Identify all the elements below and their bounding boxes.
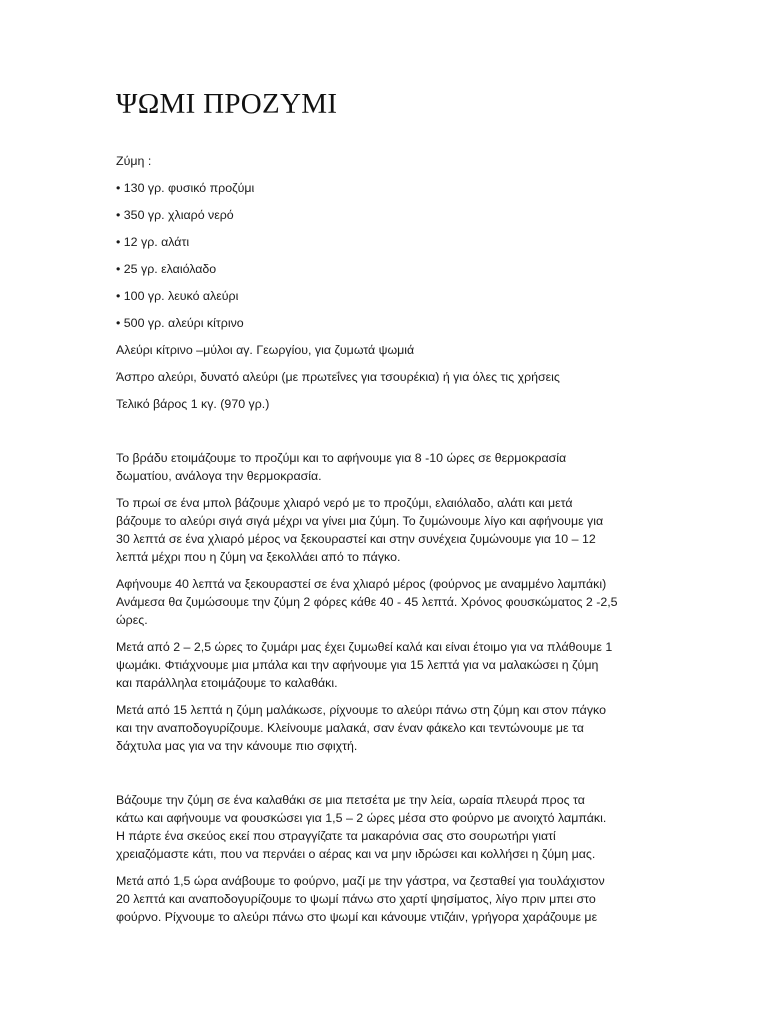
method-paragraph: [116, 494, 664, 566]
method-paragraph: [116, 638, 664, 692]
paragraph-line: ψωμάκι. Φτιάχνουμε μια μπάλα και την αφήνουμε για 15 λεπτά για να μαλακώσει η ζύμη: [116, 658, 599, 672]
recipe-body: [116, 152, 664, 935]
paragraph-line: 20 λεπτά και αναποδογυρίζουμε το ψωμί πάνω στο χαρτί ψησίματος, λίγο πριν μπει στο: [116, 892, 596, 906]
paragraph-line: και παράλληλα ετοιμάζουμε το καλαθάκι.: [116, 676, 338, 690]
paragraph-line: Το πρωί σε ένα μπολ βάζουμε χλιαρό νερό με το προζύμι, ελαιόλαδο, αλάτι και μετά: [116, 496, 573, 510]
recipe-title: ΨΩΜΙ ΠΡΟΖΥΜΙ: [116, 88, 338, 120]
paragraph-line: χρειαζόμαστε κάτι, που να περνάει ο αέρας και να μην ιδρώσει και κολλήσει η ζύμη μας.: [116, 847, 596, 861]
ingredient-item: • 12 γρ. αλάτι: [116, 233, 664, 251]
paragraph-line: δάχτυλα μας για να την κάνουμε πιο σφιχτή.: [116, 739, 358, 753]
paragraph-line: Ανάμεσα θα ζυμώσουμε την ζύμη 2 φόρες κάθε 40 - 45 λεπτά. Χρόνος φουσκώματος 2 -2,5: [116, 595, 618, 609]
method-paragraph: [116, 449, 664, 485]
paragraph-gap: [116, 764, 664, 791]
ingredient-item: • 25 γρ. ελαιόλαδο: [116, 260, 664, 278]
paragraph-line: Μετά από 1,5 ώρα ανάβουμε το φούρνο, μαζί με την γάστρα, να ζεσταθεί για τουλάχιστον: [116, 874, 605, 888]
paragraph-line: φούρνο. Ρίχνουμε το αλεύρι πάνω στο ψωμί και κάνουμε ντιζάιν, γρήγορα χαράζουμε με: [116, 910, 598, 924]
paragraph-line: κάτω και αφήνουμε να φουσκώσει για 1,5 – 2 ώρες μέσα στο φούρνο με ανοιχτό λαμπάκι.: [116, 811, 607, 825]
paragraph-line: και την αναποδογυρίζουμε. Κλείνουμε μαλακά, σαν έναν φάκελο και τεντώνουμε με τα: [116, 721, 584, 735]
paragraph-line: δωματίου, ανάλογα την θερμοκρασία.: [116, 469, 322, 483]
paragraph-line: Βάζουμε την ζύμη σε ένα καλαθάκι σε μια πετσέτα με την λεία, ωραία πλευρά προς τα: [116, 793, 585, 807]
paragraph-gap: [116, 422, 664, 449]
paragraph-line: Η πάρτε ένα σκεύος εκεί που στραγγίζατε τα μακαρόνια σας στο σουρωτήρι γιατί: [116, 829, 556, 843]
flour-note: Αλεύρι κίτρινο –μύλοι αγ. Γεωργίου, για ζυμωτά ψωμιά: [116, 343, 415, 357]
method-paragraph: [116, 701, 664, 755]
dough-heading: Ζύμη :: [116, 154, 152, 168]
paragraph-line: ώρες.: [116, 613, 148, 627]
paragraph-line: Μετά από 2 – 2,5 ώρες το ζυμάρι μας έχει ζυμωθεί καλά και είναι έτοιμο για να πλάθουμε 1: [116, 640, 613, 654]
method-paragraph: [116, 575, 664, 629]
flour-note: Άσπρο αλεύρι, δυνατό αλεύρι (με πρωτεΐνες για τσουρέκια) ή για όλες τις χρήσεις: [116, 370, 560, 384]
paragraph-line: Αφήνουμε 40 λεπτά να ξεκουραστεί σε ένα χλιαρό μέρος (φούρνος με αναμμένο λαμπάκι): [116, 577, 607, 591]
paragraph-line: βάζουμε το αλεύρι σιγά σιγά μέχρι να γίνει μια ζύμη. Το ζυμώνουμε λίγο και αφήνουμε για: [116, 514, 604, 528]
method-paragraph: [116, 872, 664, 926]
ingredient-item: • 500 γρ. αλεύρι κίτρινο: [116, 314, 664, 332]
ingredient-item: • 100 γρ. λευκό αλεύρι: [116, 287, 664, 305]
ingredient-item: • 350 γρ. χλιαρό νερό: [116, 206, 664, 224]
method-paragraph: [116, 791, 664, 863]
document-page: [116, 0, 664, 1024]
final-weight-note: Τελικό βάρος 1 κγ. (970 γρ.): [116, 397, 270, 411]
ingredient-item: • 130 γρ. φυσικό προζύμι: [116, 179, 664, 197]
paragraph-line: Μετά από 15 λεπτά η ζύμη μαλάκωσε, ρίχνουμε το αλεύρι πάνω στη ζύμη και στον πάγκο: [116, 703, 606, 717]
paragraph-line: λεπτά μέχρι που η ζύμη να ξεκολλάει από το πάγκο.: [116, 550, 401, 564]
paragraph-line: 30 λεπτά σε ένα χλιαρό μέρος να ξεκουραστεί και στην συνέχεια ζυμώνουμε για 10 – 12: [116, 532, 596, 546]
paragraph-line: Το βράδυ ετοιμάζουμε το προζύμι και το αφήνουμε για 8 -10 ώρες σε θερμοκρασία: [116, 451, 567, 465]
